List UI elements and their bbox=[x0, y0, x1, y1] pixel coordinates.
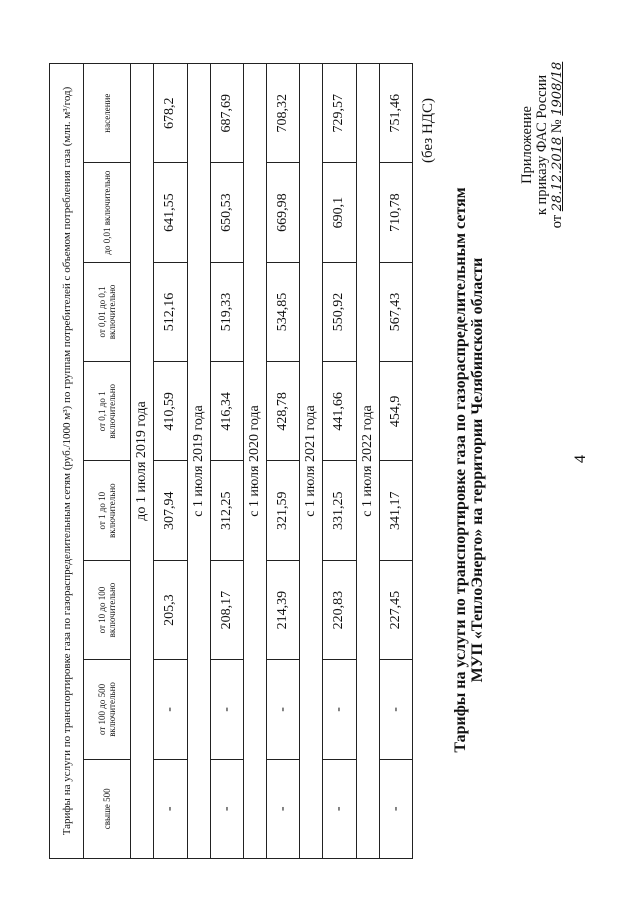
period-label: с 1 июля 2020 года bbox=[243, 64, 266, 859]
tariff-value-cell: 214,39 bbox=[266, 560, 299, 659]
tariff-value-cell: 708,32 bbox=[266, 64, 299, 163]
period-label: с 1 июля 2022 года bbox=[356, 64, 379, 859]
table-row bbox=[154, 64, 187, 859]
tariff-value-cell: 441,66 bbox=[323, 362, 356, 461]
column-header: от 1 до 10 включительно bbox=[84, 461, 131, 560]
appendix-date-prefix: от bbox=[549, 214, 565, 229]
appendix-order-ref: к приказу ФАС России bbox=[534, 74, 550, 216]
document-title-line1: Тарифы на услуги по транспортировке газа по газораспределительным сетям bbox=[452, 187, 469, 753]
tariff-value-cell: 687,69 bbox=[210, 64, 243, 163]
tariff-value-cell: 454,9 bbox=[379, 362, 412, 461]
tariff-value-cell: 678,2 bbox=[154, 64, 187, 163]
appendix-number-label: № bbox=[549, 119, 565, 134]
table-row bbox=[323, 64, 356, 859]
column-header: свыше 500 bbox=[84, 759, 131, 858]
appendix-title: Приложение bbox=[519, 106, 535, 184]
tariff-value-cell: 321,59 bbox=[266, 461, 299, 560]
appendix-block bbox=[520, 35, 565, 255]
table-row bbox=[210, 64, 243, 859]
tariff-value-cell: 227,45 bbox=[379, 560, 412, 659]
document-title-line2: МУП «ТеплоЭнерго» на территории Челябинской области bbox=[469, 257, 486, 683]
tariff-value-cell: - bbox=[154, 759, 187, 858]
tariff-value-cell: 307,94 bbox=[154, 461, 187, 560]
page-number: 4 bbox=[572, 455, 589, 463]
tariff-value-cell: 650,53 bbox=[210, 163, 243, 262]
period-label: с 1 июля 2019 года bbox=[187, 64, 210, 859]
column-header: от 0,01 до 0,1 включительно bbox=[84, 262, 131, 361]
column-header: до 0,01 включительно bbox=[84, 163, 131, 262]
tariff-value-cell: - bbox=[154, 660, 187, 759]
tariff-value-cell: 567,43 bbox=[379, 262, 412, 361]
tariff-value-cell: 512,16 bbox=[154, 262, 187, 361]
tariff-value-cell: 410,59 bbox=[154, 362, 187, 461]
tariff-value-cell: - bbox=[210, 660, 243, 759]
column-header: от 10 до 100 включительно bbox=[84, 560, 131, 659]
vat-note: (без НДС) bbox=[420, 97, 436, 163]
tariff-value-cell: - bbox=[210, 759, 243, 858]
tariff-value-cell: - bbox=[323, 759, 356, 858]
tariff-value-cell: 641,55 bbox=[154, 163, 187, 262]
tariff-value-cell: 205,3 bbox=[154, 560, 187, 659]
tariff-value-cell: 729,57 bbox=[323, 64, 356, 163]
tariff-value-cell: 220,83 bbox=[323, 560, 356, 659]
period-row bbox=[131, 64, 154, 859]
column-header: от 0,1 до 1 включительно bbox=[84, 362, 131, 461]
period-row bbox=[243, 64, 266, 859]
tariff-value-cell: - bbox=[379, 660, 412, 759]
tariff-value-cell: 312,25 bbox=[210, 461, 243, 560]
tariff-value-cell: 341,17 bbox=[379, 461, 412, 560]
period-label: до 1 июля 2019 года bbox=[131, 64, 154, 859]
table-row bbox=[266, 64, 299, 859]
tariff-value-cell: 690,1 bbox=[323, 163, 356, 262]
tariff-value-cell: 331,25 bbox=[323, 461, 356, 560]
period-row bbox=[187, 64, 210, 859]
appendix-date: 28.12.2018 bbox=[550, 136, 565, 212]
period-row bbox=[356, 64, 379, 859]
period-label: с 1 июля 2021 года bbox=[300, 64, 323, 859]
tariff-value-cell: - bbox=[379, 759, 412, 858]
appendix-date-line bbox=[550, 35, 565, 255]
tariff-table-body bbox=[50, 64, 413, 859]
table-row bbox=[379, 64, 412, 859]
tariff-value-cell: - bbox=[266, 660, 299, 759]
tariff-value-cell: 534,85 bbox=[266, 262, 299, 361]
tariff-value-cell: 751,46 bbox=[379, 64, 412, 163]
column-header: население bbox=[84, 64, 131, 163]
table-column-header-row bbox=[84, 64, 131, 859]
tariff-value-cell: 416,34 bbox=[210, 362, 243, 461]
tariff-value-cell: 710,78 bbox=[379, 163, 412, 262]
tariff-value-cell: - bbox=[266, 759, 299, 858]
table-main-header: Тарифы на услуги по транспортировке газа по газораспределительным сетям (руб./1000 м³) по группам потребителей с объемом потребления газа (млн. м³/год) bbox=[50, 64, 84, 859]
appendix-order-number: 1908/18 bbox=[550, 61, 565, 116]
document-title bbox=[452, 75, 486, 865]
tariff-value-cell: 519,33 bbox=[210, 262, 243, 361]
table-header-row bbox=[50, 64, 84, 859]
tariff-value-cell: 550,92 bbox=[323, 262, 356, 361]
tariff-value-cell: - bbox=[323, 660, 356, 759]
tariff-value-cell: 669,98 bbox=[266, 163, 299, 262]
tariff-value-cell: 428,78 bbox=[266, 362, 299, 461]
tariff-table bbox=[49, 63, 413, 859]
column-header: от 100 до 500 включительно bbox=[84, 660, 131, 759]
period-row bbox=[300, 64, 323, 859]
tariff-value-cell: 208,17 bbox=[210, 560, 243, 659]
